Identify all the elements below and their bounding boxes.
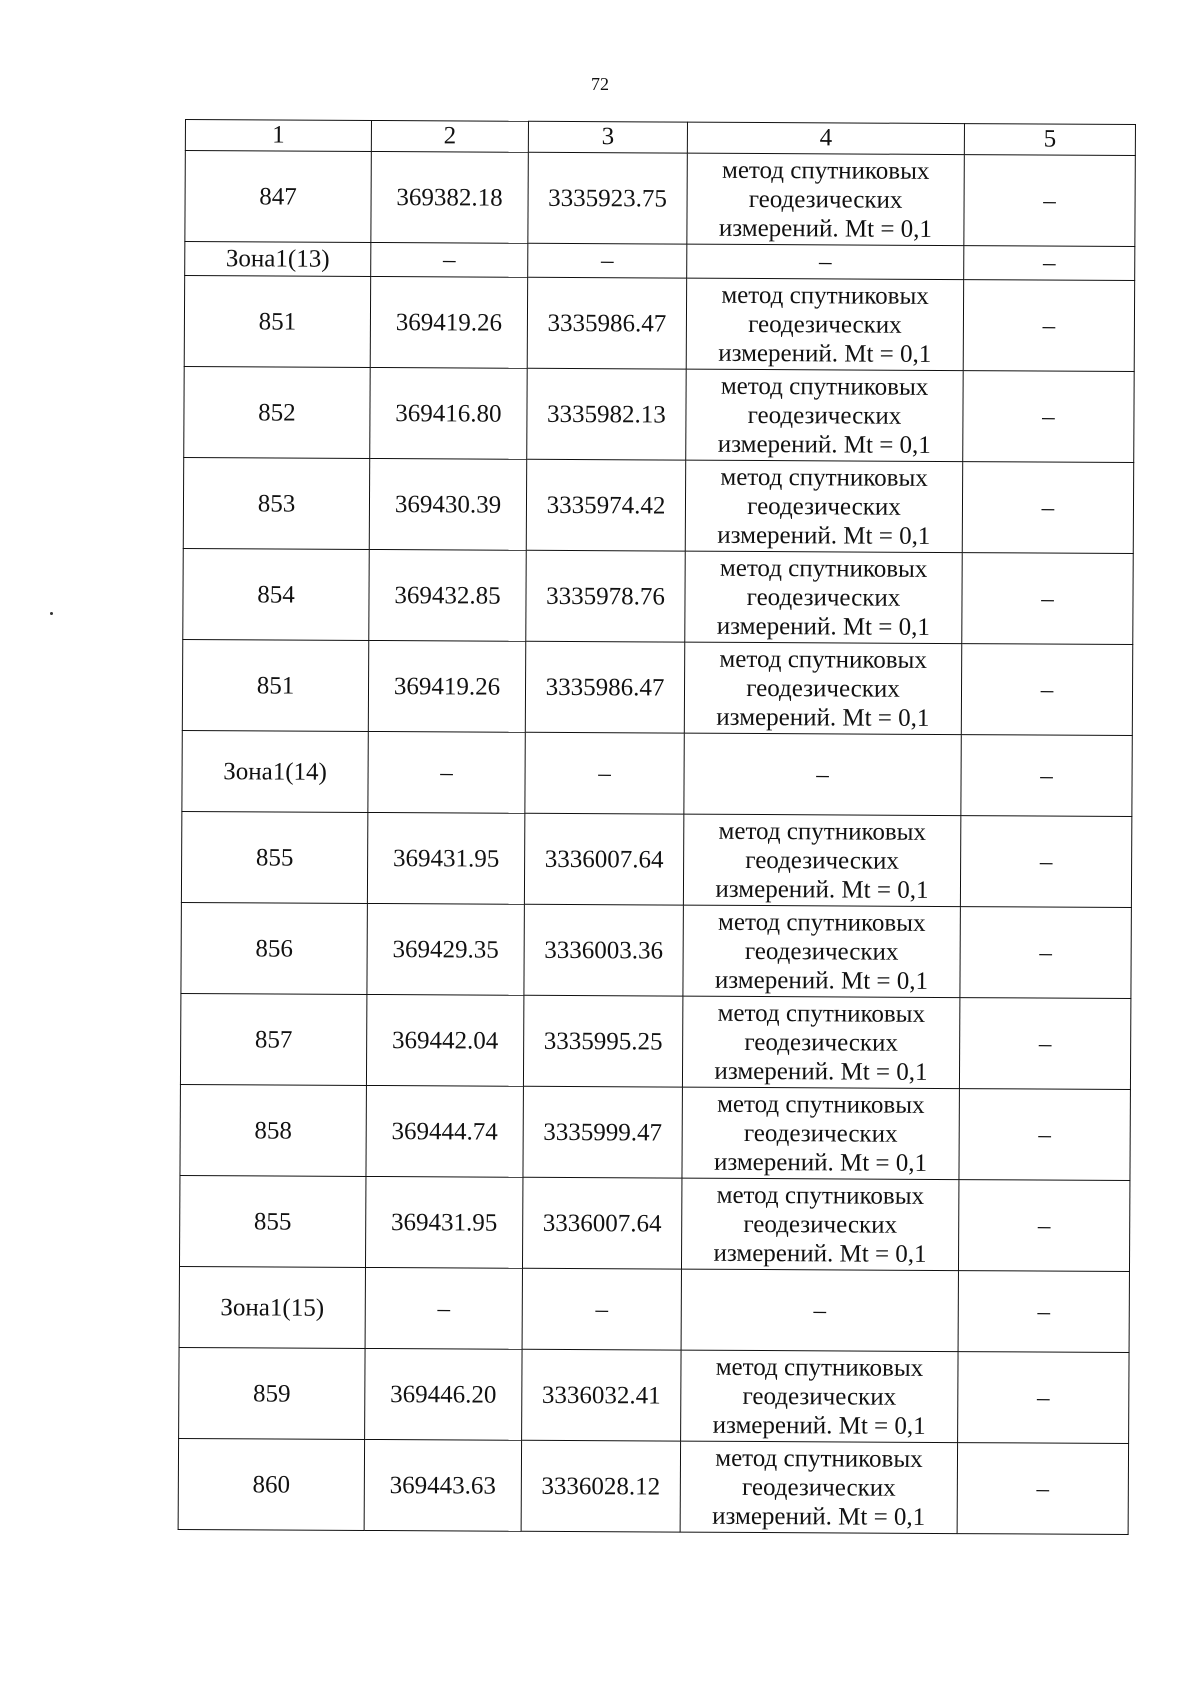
method-line: метод спутниковых — [719, 554, 928, 583]
zone-row — [185, 242, 1135, 281]
y-coordinate-cell: – — [528, 243, 687, 278]
point-number-cell: 860 — [178, 1438, 364, 1530]
method-cell: – — [684, 733, 961, 815]
y-coordinate-cell: 3335986.47 — [525, 641, 684, 733]
x-coordinate-cell: 369442.04 — [366, 994, 523, 1086]
y-coordinate-cell: 3335999.47 — [523, 1086, 682, 1178]
x-coordinate-cell: – — [368, 731, 525, 813]
x-coordinate-cell: 369429.35 — [367, 903, 524, 995]
table-row — [183, 548, 1133, 644]
method-line: измерений. Mt = 0,1 — [717, 521, 931, 550]
method-line: измерений. Mt = 0,1 — [718, 339, 932, 368]
method-line: геодезических — [742, 1382, 897, 1411]
zone-row — [182, 730, 1132, 816]
y-coordinate-cell: 3336007.64 — [524, 813, 683, 905]
method-line: геодезических — [745, 846, 899, 875]
point-number-cell: 852 — [184, 366, 370, 458]
note-cell: – — [958, 1352, 1129, 1444]
method-cell: – — [687, 244, 964, 279]
column-header: 2 — [371, 120, 528, 152]
page-number: 72 — [591, 74, 609, 94]
x-coordinate-cell: – — [365, 1267, 522, 1349]
method-cell — [683, 814, 960, 906]
method-line: измерений. Mt = 0,1 — [716, 703, 930, 732]
x-coordinate-cell: 369444.74 — [366, 1085, 523, 1177]
method-line: геодезических — [746, 674, 900, 703]
method-cell — [682, 1087, 959, 1179]
y-coordinate-cell: 3335995.25 — [523, 995, 682, 1087]
method-cell — [686, 278, 963, 370]
x-coordinate-cell: 369419.26 — [370, 276, 527, 368]
method-line: геодезических — [747, 492, 901, 521]
method-line: геодезических — [741, 1473, 896, 1502]
method-line: измерений. Mt = 0,1 — [716, 612, 930, 641]
point-number-cell: 859 — [179, 1347, 365, 1439]
method-cell — [686, 369, 963, 461]
point-number-cell: 851 — [182, 639, 368, 731]
note-cell: – — [961, 644, 1132, 736]
table-body — [178, 151, 1135, 1535]
y-coordinate-cell: 3336003.36 — [524, 904, 683, 996]
zone-label-cell: Зона1(15) — [179, 1266, 365, 1348]
table-row — [184, 276, 1134, 372]
method-line: геодезических — [744, 937, 899, 966]
method-line: геодезических — [746, 583, 901, 612]
method-line: измерений. Mt = 0,1 — [713, 1148, 928, 1177]
zone-row — [179, 1266, 1129, 1352]
method-line: измерений. Mt = 0,1 — [713, 1239, 927, 1268]
note-cell: – — [960, 907, 1131, 999]
x-coordinate-cell: 369432.85 — [369, 549, 526, 641]
method-line: измерений. Mt = 0,1 — [718, 214, 933, 243]
method-line: геодезических — [747, 401, 902, 430]
note-cell: – — [964, 155, 1135, 247]
x-coordinate-cell: 369419.26 — [368, 640, 525, 732]
method-cell: – — [681, 1269, 958, 1351]
x-coordinate-cell: 369431.95 — [367, 812, 524, 904]
method-cell — [680, 1441, 957, 1533]
y-coordinate-cell: 3335974.42 — [526, 459, 685, 551]
method-cell — [681, 1178, 958, 1270]
table-row — [181, 811, 1131, 907]
note-cell: – — [960, 816, 1131, 908]
note-cell: – — [958, 1271, 1129, 1353]
method-line: геодезических — [743, 1119, 898, 1148]
method-line: измерений. Mt = 0,1 — [717, 430, 931, 459]
method-cell — [683, 905, 960, 997]
method-line: геодезических — [748, 310, 902, 339]
method-cell — [685, 460, 962, 552]
x-coordinate-cell: 369430.39 — [369, 458, 526, 550]
note-cell: – — [961, 735, 1132, 817]
y-coordinate-cell: 3335923.75 — [528, 152, 687, 244]
table-row — [184, 366, 1134, 462]
method-cell — [684, 642, 961, 734]
method-line: геодезических — [744, 1028, 899, 1057]
point-number-cell: 857 — [180, 993, 366, 1085]
method-line: метод спутниковых — [721, 281, 929, 310]
method-cell — [682, 996, 959, 1088]
y-coordinate-cell: 3335986.47 — [527, 277, 686, 369]
method-line: измерений. Mt = 0,1 — [712, 1502, 926, 1531]
method-cell — [687, 153, 964, 245]
method-line: метод спутниковых — [715, 1444, 923, 1473]
y-coordinate-cell: – — [522, 1268, 681, 1350]
point-number-cell: 854 — [183, 548, 369, 640]
scan-speck — [50, 612, 53, 615]
table-row — [180, 1084, 1130, 1180]
method-line: метод спутниковых — [721, 156, 930, 185]
note-cell: – — [962, 462, 1133, 554]
x-coordinate-cell: – — [371, 242, 528, 277]
x-coordinate-cell: 369382.18 — [371, 151, 528, 243]
method-cell — [681, 1350, 958, 1442]
method-line: измерений. Mt = 0,1 — [714, 966, 929, 995]
note-cell: – — [964, 246, 1135, 281]
point-number-cell: 856 — [181, 902, 367, 994]
column-header: 1 — [185, 120, 371, 152]
point-number-cell: 858 — [180, 1084, 366, 1176]
x-coordinate-cell: 369416.80 — [370, 367, 527, 459]
zone-label-cell: Зона1(13) — [185, 242, 371, 277]
y-coordinate-cell: 3335978.76 — [526, 550, 685, 642]
note-cell: – — [958, 1180, 1129, 1272]
table-row — [183, 457, 1133, 553]
table-row — [179, 1347, 1129, 1443]
method-line: метод спутниковых — [719, 645, 927, 674]
method-line: геодезических — [748, 185, 903, 214]
method-line: метод спутниковых — [718, 908, 926, 937]
note-cell: – — [963, 371, 1134, 463]
method-line: метод спутниковых — [718, 817, 927, 846]
zone-label-cell: Зона1(14) — [182, 730, 368, 812]
y-coordinate-cell: 3336028.12 — [521, 1440, 680, 1532]
table-row — [180, 993, 1130, 1089]
coordinates-table — [178, 119, 1136, 1535]
note-cell: – — [957, 1443, 1128, 1535]
table-row — [182, 639, 1132, 735]
y-coordinate-cell: 3335982.13 — [527, 368, 686, 460]
method-line: измерений. Mt = 0,1 — [714, 1057, 928, 1086]
column-header: 3 — [528, 121, 687, 153]
x-coordinate-cell: 369431.95 — [365, 1176, 522, 1268]
column-header: 4 — [687, 122, 964, 154]
point-number-cell: 855 — [179, 1175, 365, 1267]
point-number-cell: 847 — [185, 151, 371, 243]
method-cell — [685, 551, 962, 643]
column-header: 5 — [964, 124, 1135, 156]
table-row — [178, 1438, 1128, 1534]
point-number-cell: 851 — [184, 276, 370, 368]
note-cell: – — [962, 553, 1133, 645]
x-coordinate-cell: 369446.20 — [365, 1348, 522, 1440]
method-line: метод спутниковых — [715, 1353, 924, 1382]
method-line: метод спутниковых — [717, 1090, 925, 1119]
x-coordinate-cell: 369443.63 — [364, 1439, 521, 1531]
method-line: измерений. Mt = 0,1 — [712, 1411, 926, 1440]
point-number-cell: 855 — [181, 811, 367, 903]
method-line: метод спутниковых — [720, 372, 929, 401]
table-row — [179, 1175, 1129, 1271]
table-header-row — [185, 120, 1135, 156]
method-line: метод спутниковых — [717, 999, 926, 1028]
point-number-cell: 853 — [183, 457, 369, 549]
table-row — [181, 902, 1131, 998]
table-row — [185, 151, 1135, 247]
method-line: метод спутниковых — [716, 1181, 925, 1210]
method-line: измерений. Mt = 0,1 — [715, 875, 929, 904]
note-cell: – — [963, 280, 1134, 372]
y-coordinate-cell: – — [525, 732, 684, 814]
y-coordinate-cell: 3336032.41 — [522, 1349, 681, 1441]
method-line: метод спутниковых — [720, 463, 928, 492]
note-cell: – — [959, 998, 1130, 1090]
y-coordinate-cell: 3336007.64 — [522, 1177, 681, 1269]
method-line: геодезических — [743, 1210, 898, 1239]
note-cell: – — [959, 1089, 1130, 1181]
